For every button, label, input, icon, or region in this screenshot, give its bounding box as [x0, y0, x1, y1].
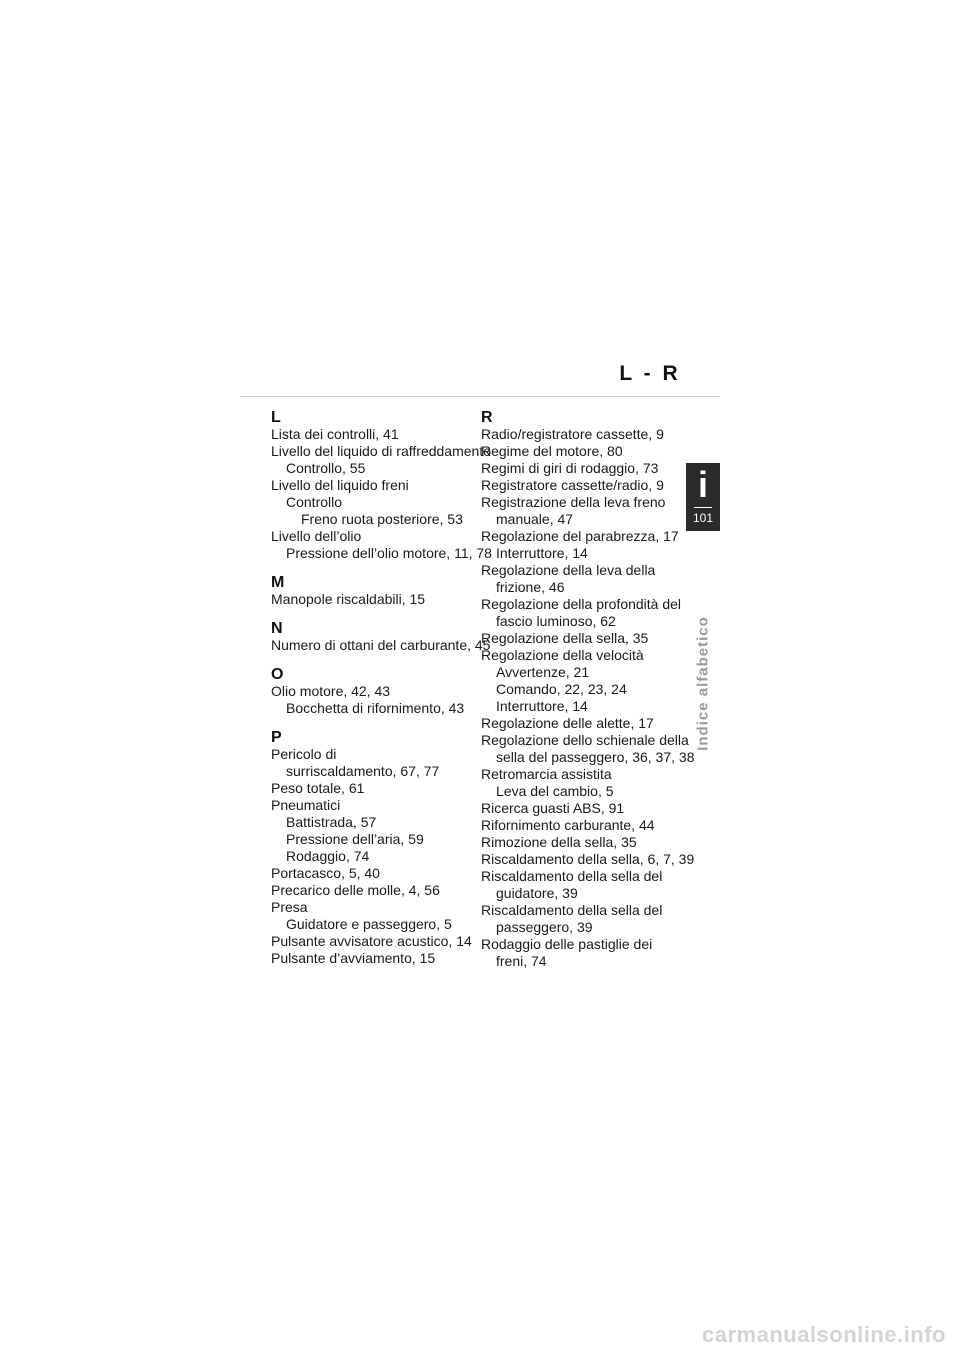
- index-entry: Radio/registratore cassette, 9: [481, 426, 664, 442]
- index-entry: Pericolo di: [271, 746, 337, 762]
- index-entry: Registrazione della leva freno: [481, 494, 666, 510]
- section-letter: M: [271, 574, 285, 591]
- page-number: 101: [692, 511, 714, 525]
- section-letter: O: [271, 666, 284, 683]
- side-section-label-text: Indice alfabetico: [694, 616, 712, 751]
- index-entry: Riscaldamento della sella, 6, 7, 39: [481, 851, 695, 867]
- index-entry: Pneumatici: [271, 797, 341, 813]
- index-entry: sella del passeggero, 36, 37, 38: [496, 749, 695, 765]
- index-entry: Livello dell’olio: [271, 528, 362, 544]
- index-entry: Retromarcia assistita: [481, 766, 612, 782]
- index-entry: Regolazione della profondità del: [481, 596, 682, 612]
- index-entry: Riscaldamento della sella del: [481, 868, 663, 884]
- index-entry: Regolazione delle alette, 17: [481, 715, 654, 731]
- section-letter: R: [481, 409, 493, 426]
- index-entry: Pressione dell’olio motore, 11, 78: [286, 545, 492, 561]
- index-entry: Ricerca guasti ABS, 91: [481, 800, 625, 816]
- index-entry: Regimi di giri di rodaggio, 73: [481, 460, 659, 476]
- index-entry: Olio motore, 42, 43: [271, 683, 391, 699]
- index-section-o: [271, 666, 476, 717]
- index-section-n: [271, 620, 491, 654]
- index-entry: Regolazione della leva della: [481, 562, 656, 578]
- index-entry: freni, 74: [496, 953, 547, 969]
- index-entry: Livello del liquido di raffreddamento: [271, 443, 491, 459]
- index-entry: Controllo: [286, 494, 343, 510]
- index-entry: Regime del motore, 80: [481, 443, 623, 459]
- tab-divider: [694, 507, 712, 508]
- header-divider: [240, 396, 720, 397]
- index-entry: Lista dei controlli, 41: [271, 426, 399, 442]
- index-entry: Rimozione della sella, 35: [481, 834, 637, 850]
- index-entry: frizione, 46: [496, 579, 565, 595]
- section-letter: N: [271, 620, 283, 637]
- index-section-p: [271, 729, 476, 967]
- watermark: carmanualsonline.info: [702, 1322, 946, 1347]
- index-entry: Registratore cassette/radio, 9: [481, 477, 664, 493]
- index-entry: Guidatore e passeggero, 5: [286, 916, 452, 932]
- index-entry: Comando, 22, 23, 24: [496, 681, 627, 697]
- index-entry: passeggero, 39: [496, 919, 593, 935]
- index-column-right: [481, 409, 695, 982]
- index-entry: Avvertenze, 21: [496, 664, 590, 680]
- info-icon: i: [697, 464, 708, 505]
- index-entry: Numero di ottani del carburante, 45: [271, 637, 491, 653]
- index-entry: Interruttore, 14: [496, 545, 588, 561]
- index-entry: Bocchetta di rifornimento, 43: [286, 700, 465, 716]
- index-entry: Rodaggio delle pastiglie dei: [481, 936, 653, 952]
- index-entry: Pressione dell’aria, 59: [286, 831, 424, 847]
- section-letter: L: [271, 409, 281, 426]
- index-entry: Interruttore, 14: [496, 698, 588, 714]
- index-entry: Pulsante d’avviamento, 15: [271, 950, 436, 966]
- index-section-m: [271, 574, 476, 608]
- index-entry: guidatore, 39: [496, 885, 578, 901]
- index-entry: Regolazione dello schienale della: [481, 732, 689, 748]
- index-column-left: [271, 409, 492, 979]
- index-entry: Freno ruota posteriore, 53: [301, 511, 463, 527]
- index-section-r: [481, 409, 695, 970]
- index-entry: Portacasco, 5, 40: [271, 865, 380, 881]
- index-entry: Regolazione del parabrezza, 17: [481, 528, 679, 544]
- index-entry: Controllo, 55: [286, 460, 366, 476]
- index-entry: Peso totale, 61: [271, 780, 365, 796]
- index-entry: Riscaldamento della sella del: [481, 902, 663, 918]
- index-entry: Presa: [271, 899, 308, 915]
- index-entry: fascio luminoso, 62: [496, 613, 616, 629]
- index-entry: Manopole riscaldabili, 15: [271, 591, 426, 607]
- page-title: L - R: [619, 362, 681, 385]
- index-entry: Regolazione della sella, 35: [481, 630, 649, 646]
- section-letter: P: [271, 729, 282, 746]
- section-tab: [686, 463, 720, 531]
- index-section-l: [271, 409, 492, 562]
- index-entry: Rodaggio, 74: [286, 848, 370, 864]
- index-entry: Regolazione della velocità: [481, 647, 644, 663]
- index-entry: Pulsante avvisatore acustico, 14: [271, 933, 472, 949]
- index-entry: manuale, 47: [496, 511, 574, 527]
- index-entry: Livello del liquido freni: [271, 477, 409, 493]
- index-entry: Leva del cambio, 5: [496, 783, 614, 799]
- index-entry: Precarico delle molle, 4, 56: [271, 882, 440, 898]
- index-entry: Battistrada, 57: [286, 814, 377, 830]
- index-entry: surriscaldamento, 67, 77: [286, 763, 440, 779]
- index-entry: Rifornimento carburante, 44: [481, 817, 655, 833]
- side-section-label: [693, 616, 713, 751]
